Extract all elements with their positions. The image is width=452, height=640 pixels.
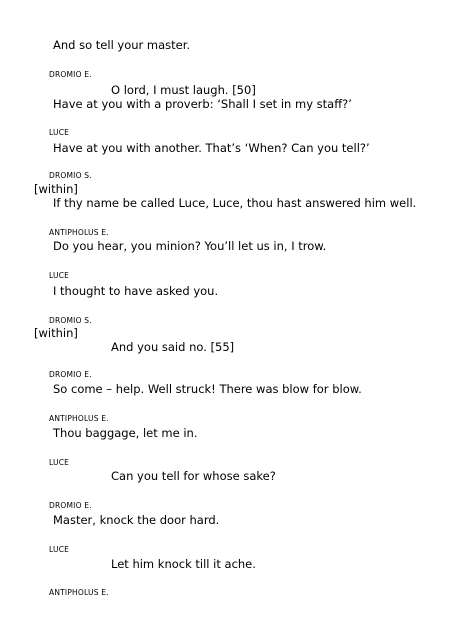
stage-direction: [within] bbox=[34, 182, 78, 196]
verse-line: O lord, I must laugh. [50] bbox=[111, 83, 256, 97]
verse-line: Have at you with another. That’s ‘When? Can you tell?’ bbox=[53, 141, 370, 155]
verse-line: Do you hear, you minion? You’ll let us in, I trow. bbox=[53, 239, 327, 253]
verse-line: So come – help. Well struck! There was blow for blow. bbox=[53, 382, 362, 396]
stage-direction: [within] bbox=[34, 326, 78, 340]
verse-line: If thy name be called Luce, Luce, thou hast answered him well. bbox=[53, 196, 417, 210]
verse-line: Have at you with a proverb: ‘Shall I set in my staff?’ bbox=[53, 97, 352, 111]
speaker-name: DROMIO E. bbox=[49, 501, 92, 510]
verse-line: Thou baggage, let me in. bbox=[53, 426, 198, 440]
speaker-name: ANTIPHOLUS E. bbox=[49, 228, 109, 237]
speaker-name: DROMIO S. bbox=[49, 171, 92, 180]
verse-line: Can you tell for whose sake? bbox=[111, 469, 276, 483]
speaker-name: LUCE bbox=[49, 545, 70, 554]
speaker-name: LUCE bbox=[49, 271, 70, 280]
verse-line: I thought to have asked you. bbox=[53, 284, 219, 298]
verse-line: Master, knock the door hard. bbox=[53, 513, 220, 527]
verse-line: And you said no. [55] bbox=[111, 340, 235, 354]
speaker-name: DROMIO E. bbox=[49, 70, 92, 79]
verse-line: And so tell your master. bbox=[53, 38, 191, 52]
speaker-name: DROMIO E. bbox=[49, 370, 92, 379]
speaker-name: ANTIPHOLUS E. bbox=[49, 414, 109, 423]
verse-line: Let him knock till it ache. bbox=[111, 557, 256, 571]
speaker-name: LUCE bbox=[49, 128, 70, 137]
speaker-name: DROMIO S. bbox=[49, 316, 92, 325]
speaker-name: ANTIPHOLUS E. bbox=[49, 588, 109, 597]
speaker-name: LUCE bbox=[49, 458, 70, 467]
